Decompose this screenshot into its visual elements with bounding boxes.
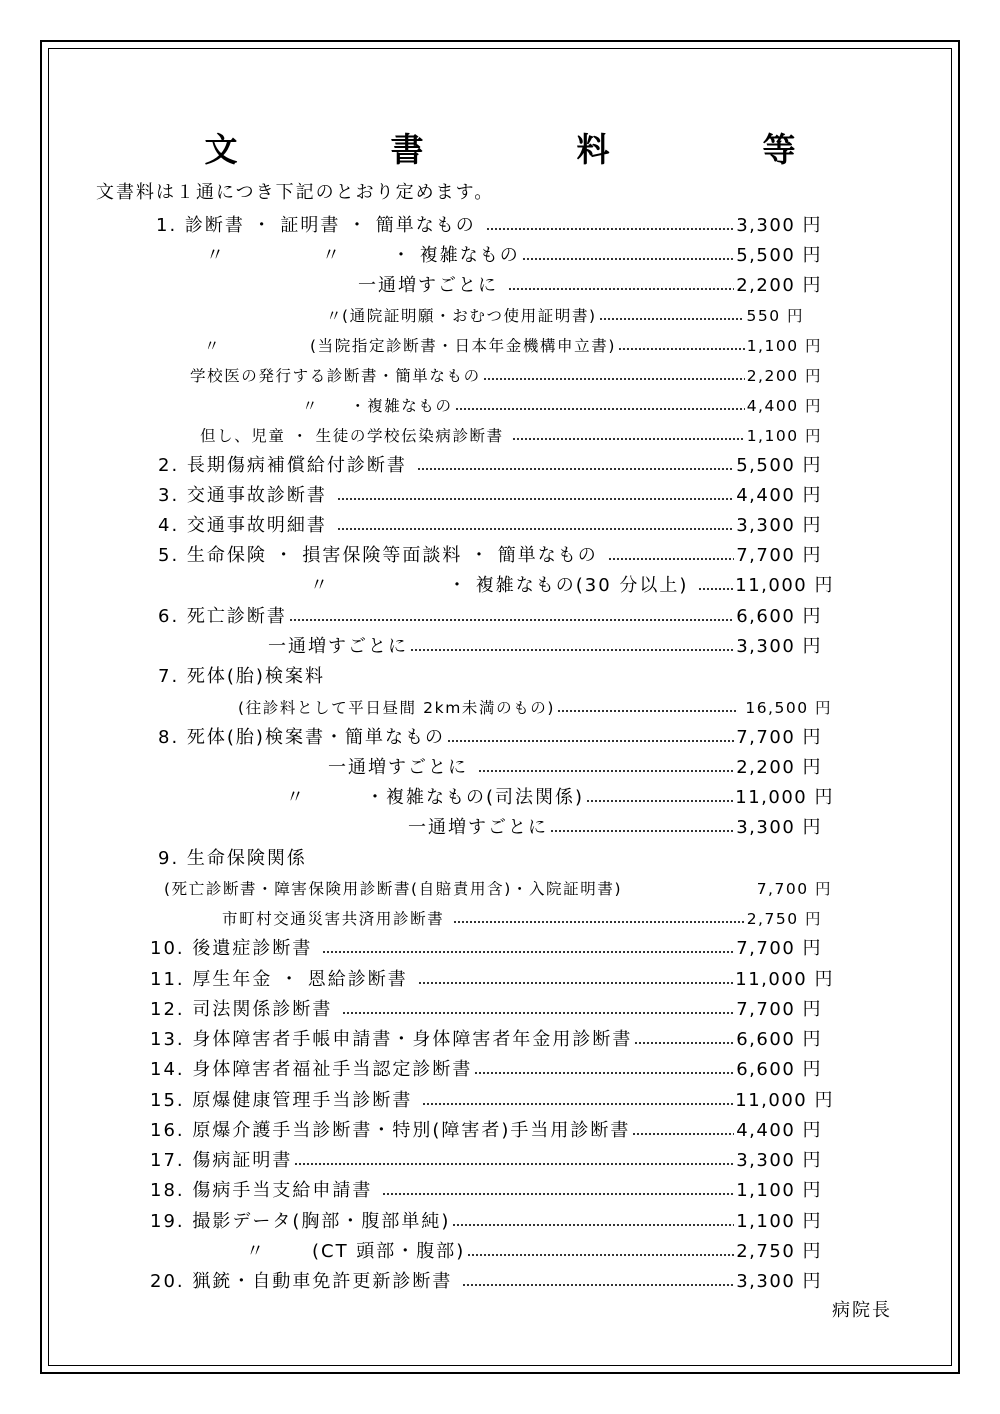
ditto-mark: 〃 [326, 307, 344, 325]
document-title: 文 書 料 等 [204, 130, 856, 169]
fee-row-25 [150, 935, 822, 963]
fee-label: (往診料として平日昼間 2km未満のもの) [238, 699, 556, 717]
fee-amount: 5,500 円 [736, 455, 822, 476]
leader-dots [422, 1103, 733, 1105]
fee-amount: 16,500 円 [738, 699, 832, 717]
fee-row-9 [158, 452, 822, 480]
leader-dots [453, 921, 745, 923]
fee-amount: 5,500 円 [736, 245, 822, 266]
fee-label: 19. 撮影データ(胸部・腹部単純) [150, 1211, 451, 1232]
leader-dots [447, 740, 734, 742]
fee-row-19 [328, 754, 822, 782]
leader-dots [486, 228, 735, 230]
fee-label: 一通増すごとに [328, 757, 476, 778]
leader-dots [634, 1042, 734, 1044]
leader-dots [410, 649, 734, 651]
fee-label: 14. 身体障害者福祉手当認定診断書 [150, 1059, 473, 1080]
fee-label: 5. 生命保険 ・ 損害保険等面談料 ・ 簡単なもの [158, 545, 606, 566]
fee-amount: 7,700 円 [750, 880, 832, 898]
fee-row-3 [358, 272, 822, 300]
leader-dots [417, 468, 735, 470]
fee-row-8 [200, 422, 822, 450]
leader-dots [698, 588, 733, 590]
fee-label: 17. 傷病証明書 [150, 1150, 293, 1171]
fee-amount: 11,000 円 [735, 575, 834, 596]
fee-amount: 3,300 円 [736, 817, 822, 838]
fee-row-30 [150, 1087, 834, 1115]
leader-dots [418, 982, 734, 984]
fee-label: 一通増すごとに [408, 817, 548, 838]
fee-amount: 7,700 円 [736, 545, 822, 566]
fee-amount: 6,600 円 [736, 606, 822, 627]
fee-amount: 2,750 円 [746, 910, 822, 928]
ditto-mark: 〃 [204, 337, 222, 355]
fee-row-12 [158, 542, 822, 570]
ditto-mark: 〃 [322, 245, 342, 266]
fee-label: ・複雑なもの(司法関係) [366, 787, 585, 808]
fee-label: 一通増すごとに [268, 636, 408, 657]
fee-label: 3. 交通事故診断書 [158, 485, 335, 506]
fee-label: (当院指定診断書・日本年金機構申立書) [310, 337, 616, 355]
ditto-mark: 〃 [246, 1241, 266, 1262]
fee-label: 13. 身体障害者手帳申請書・身体障害者年金用診断書 [150, 1029, 633, 1050]
fee-amount: 550 円 [746, 307, 804, 325]
fee-amount: 4,400 円 [736, 1120, 822, 1141]
fee-row-5 [310, 332, 822, 360]
fee-row-17 [238, 694, 832, 722]
fee-row-28 [150, 1026, 822, 1054]
leader-dots [382, 1193, 734, 1195]
fee-amount: 2,200 円 [736, 275, 822, 296]
fee-label: 18. 傷病手当支給申請書 [150, 1180, 381, 1201]
leader-dots [512, 438, 744, 440]
fee-label: 市町村交通災害共済用診断書 [222, 910, 451, 928]
fee-amount: 1,100 円 [746, 427, 822, 445]
fee-label: 学校医の発行する診断書・簡単なもの [190, 367, 481, 385]
fee-label: 7. 死体(胎)検案料 [158, 666, 325, 687]
fee-amount: 2,200 円 [746, 367, 822, 385]
fee-label: ・ 複雑なもの [392, 245, 520, 266]
leader-dots [455, 408, 745, 410]
fee-amount: 2,750 円 [736, 1241, 822, 1262]
leader-dots [586, 800, 733, 802]
fee-amount: 2,200 円 [736, 757, 822, 778]
fee-row-22-heading [158, 845, 307, 873]
fee-row-33 [150, 1177, 822, 1205]
fee-amount: 11,000 円 [735, 1090, 834, 1111]
fee-label: 2. 長期傷病補償給付診断書 [158, 455, 415, 476]
fee-row-18 [158, 724, 822, 752]
leader-dots [508, 288, 735, 290]
fee-row-35 [312, 1238, 822, 1266]
fee-amount: 11,000 円 [735, 969, 834, 990]
fee-row-27 [150, 996, 822, 1024]
fee-row-32 [150, 1147, 822, 1175]
leader-dots [294, 1163, 734, 1165]
ditto-mark: 〃 [286, 787, 306, 808]
intro-text: 文書料は１通につき下記のとおり定めます。 [96, 182, 495, 203]
leader-dots [452, 1224, 734, 1226]
fee-row-14 [158, 603, 822, 631]
leader-dots [557, 710, 737, 712]
fee-row-6 [190, 362, 822, 390]
fee-label: 12. 司法関係診断書 [150, 999, 341, 1020]
fee-label: 4. 交通事故明細書 [158, 515, 335, 536]
fee-row-26 [150, 966, 834, 994]
fee-label: ・複雑なもの [350, 397, 453, 415]
fee-row-16-heading [158, 663, 325, 691]
fee-row-29 [150, 1056, 822, 1084]
leader-dots [522, 258, 735, 260]
fee-amount: 7,700 円 [736, 999, 822, 1020]
fee-amount: 4,400 円 [746, 397, 822, 415]
fee-amount: 3,300 円 [736, 1271, 822, 1292]
fee-label: (CT 頭部・腹部) [312, 1241, 466, 1262]
leader-dots [467, 1254, 734, 1256]
ditto-mark: 〃 [206, 245, 226, 266]
signature-hospital-director: 病院長 [832, 1300, 892, 1321]
fee-row-24 [222, 905, 822, 933]
leader-dots [599, 318, 745, 320]
fee-label: 一通増すごとに [358, 275, 506, 296]
leader-dots [462, 1284, 734, 1286]
fee-amount: 3,300 円 [736, 1150, 822, 1171]
fee-label: 16. 原爆介護手当診断書・特別(障害者)手当用診断書 [150, 1120, 631, 1141]
leader-dots [618, 348, 745, 350]
leader-dots [322, 951, 734, 953]
fee-amount: 3,300 円 [736, 515, 822, 536]
fee-amount: 7,700 円 [736, 938, 822, 959]
fee-row-11 [158, 512, 822, 540]
fee-row-36 [150, 1268, 822, 1296]
fee-label: 11. 厚生年金 ・ 恩給診断書 [150, 969, 416, 990]
fee-label: 20. 猟銃・自動車免許更新診断書 [150, 1271, 461, 1292]
fee-label: 15. 原爆健康管理手当診断書 [150, 1090, 421, 1111]
fee-amount: 11,000 円 [735, 787, 834, 808]
leader-dots [342, 1012, 734, 1014]
fee-row-34 [150, 1208, 822, 1236]
fee-label: (通院証明願・おむつ使用証明書) [342, 307, 597, 325]
fee-label: 9. 生命保険関係 [158, 848, 307, 869]
fee-amount: 1,100 円 [736, 1180, 822, 1201]
fee-label: 6. 死亡診断書 [158, 606, 287, 627]
leader-dots [478, 770, 735, 772]
leader-dots [550, 830, 734, 832]
fee-amount: 6,600 円 [736, 1029, 822, 1050]
fee-amount: 1,100 円 [746, 337, 822, 355]
fee-label: 8. 死体(胎)検案書・簡単なもの [158, 727, 445, 748]
fee-amount: 3,300 円 [736, 636, 822, 657]
fee-amount: 3,300 円 [736, 215, 822, 236]
fee-row-13 [448, 572, 834, 600]
leader-dots [289, 619, 734, 621]
fee-row-4 [342, 302, 804, 330]
fee-row-31 [150, 1117, 822, 1145]
fee-row-20 [366, 784, 834, 812]
fee-row-1 [156, 212, 822, 240]
fee-row-7 [350, 392, 822, 420]
fee-row-2 [392, 242, 822, 270]
leader-dots [632, 1133, 734, 1135]
leader-dots [608, 558, 735, 560]
fee-label: 10. 後遺症診断書 [150, 938, 321, 959]
fee-amount: 6,600 円 [736, 1059, 822, 1080]
leader-dots [483, 378, 745, 380]
fee-row-23 [164, 875, 832, 903]
fee-label: ・ 複雑なもの(30 分以上) [448, 575, 697, 596]
fee-label: 1. 診断書 ・ 証明書 ・ 簡単なもの [156, 215, 484, 236]
ditto-mark: 〃 [310, 575, 330, 596]
leader-dots [474, 1072, 734, 1074]
leader-dots [337, 498, 735, 500]
fee-row-21 [408, 814, 822, 842]
fee-label: (死亡診断書・障害保険用診断書(自賠責用含)・入院証明書) [164, 880, 623, 898]
fee-amount: 4,400 円 [736, 485, 822, 506]
fee-amount: 1,100 円 [736, 1211, 822, 1232]
ditto-mark: 〃 [302, 397, 320, 415]
fee-row-10 [158, 482, 822, 510]
fee-amount: 7,700 円 [736, 727, 822, 748]
fee-row-15 [268, 633, 822, 661]
leader-dots [337, 528, 735, 530]
fee-label: 但し、児童 ・ 生徒の学校伝染病診断書 [200, 427, 511, 445]
